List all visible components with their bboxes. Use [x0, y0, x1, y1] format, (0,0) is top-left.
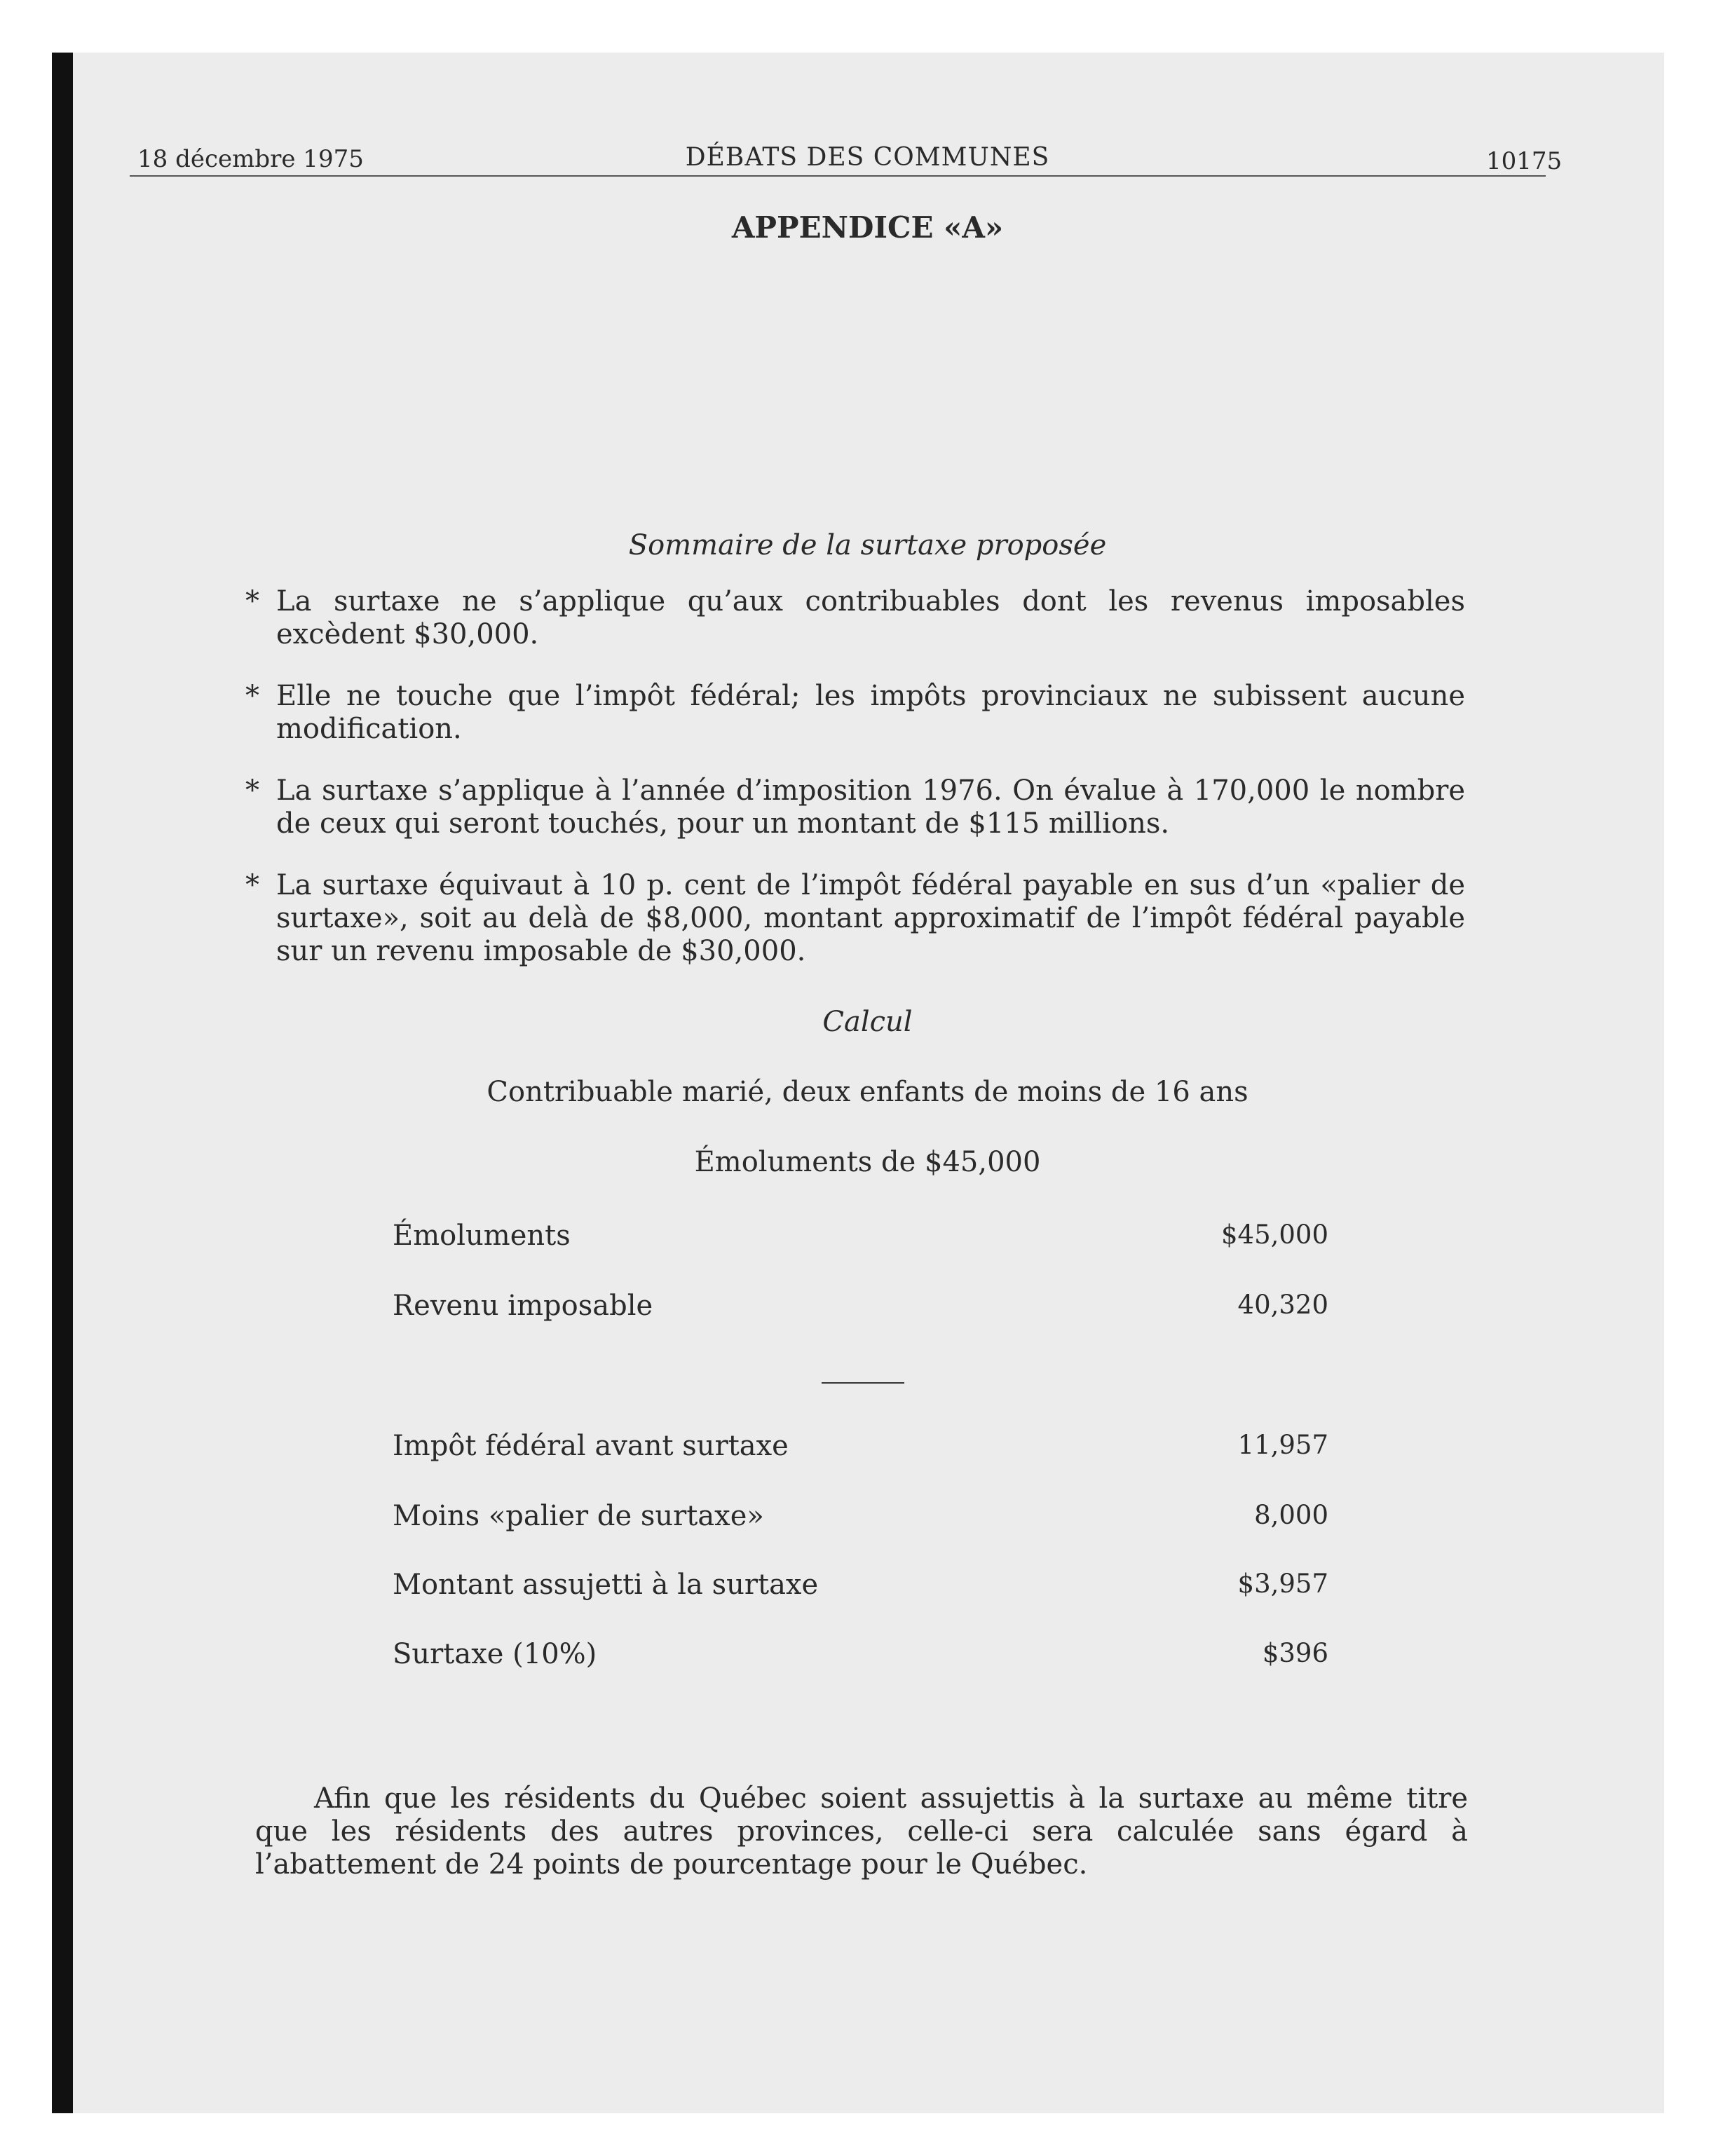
- summary-item-text: La surtaxe s’applique à l’année d’imposition 1976. On évalue à 170,000 le nombre de ceux qui seront touchés, pour un montant de $115 millions.: [276, 775, 1465, 840]
- calculation-title: Calcul: [822, 1006, 913, 1038]
- header-date: 18 décembre 1975: [137, 145, 364, 173]
- calc-row-value: $45,000: [1220, 1220, 1328, 1250]
- summary-item: [245, 869, 1465, 968]
- header-page-number: 10175: [1486, 147, 1563, 175]
- summary-item: [245, 585, 1465, 651]
- bullet-star: *: [245, 680, 259, 712]
- calculation-subtitle: Contribuable marié, deux enfants de moins de 16 ans: [487, 1076, 1248, 1108]
- bullet-star: *: [245, 585, 259, 618]
- calc-row-label: Émoluments: [393, 1220, 571, 1252]
- summary-item: [245, 680, 1465, 746]
- calc-row-label: Montant assujetti à la surtaxe: [393, 1569, 819, 1601]
- closing-paragraph: Afin que les résidents du Québec soient assujettis à la surtaxe au même titre que les résidents des autres provinces, celle-ci sera calculée sans égard à l’abattement de 24 points de pourcentage pour le Québec.: [255, 1782, 1468, 1881]
- calc-row-value: 8,000: [1254, 1500, 1328, 1530]
- summary-item: [245, 775, 1465, 840]
- calc-row-value: 11,957: [1237, 1430, 1328, 1460]
- header-rule: [130, 175, 1546, 177]
- appendix-title: APPENDICE «A»: [731, 210, 1004, 245]
- calc-row-label: Revenu imposable: [393, 1290, 653, 1322]
- header-title: DÉBATS DES COMMUNES: [685, 143, 1050, 172]
- calculation-income-heading: Émoluments de $45,000: [694, 1146, 1041, 1178]
- calc-row-label: Moins «palier de surtaxe»: [393, 1500, 764, 1532]
- bullet-star: *: [245, 775, 259, 807]
- bullet-star: *: [245, 869, 259, 901]
- calc-row-value: $396: [1262, 1638, 1328, 1668]
- summary-item-text: Elle ne touche que l’impôt fédéral; les impôts provinciaux ne subissent aucune modification.: [276, 680, 1465, 745]
- calculation-divider: [822, 1382, 904, 1384]
- summary-item-text: La surtaxe ne s’applique qu’aux contribuables dont les revenus imposables excèdent $30,000.: [276, 585, 1465, 650]
- calc-row-value: $3,957: [1237, 1569, 1328, 1599]
- calc-row-label: Surtaxe (10%): [393, 1638, 597, 1670]
- calc-row-value: 40,320: [1237, 1290, 1328, 1320]
- summary-title: Sommaire de la surtaxe proposée: [628, 529, 1107, 561]
- summary-item-text: La surtaxe équivaut à 10 p. cent de l’impôt fédéral payable en sus d’un «palier de surtaxe», soit au delà de $8,000, montant approximatif de l’impôt fédéral payable sur un revenu imposable de $30,000.: [276, 869, 1465, 967]
- calc-row-label: Impôt fédéral avant surtaxe: [393, 1430, 789, 1462]
